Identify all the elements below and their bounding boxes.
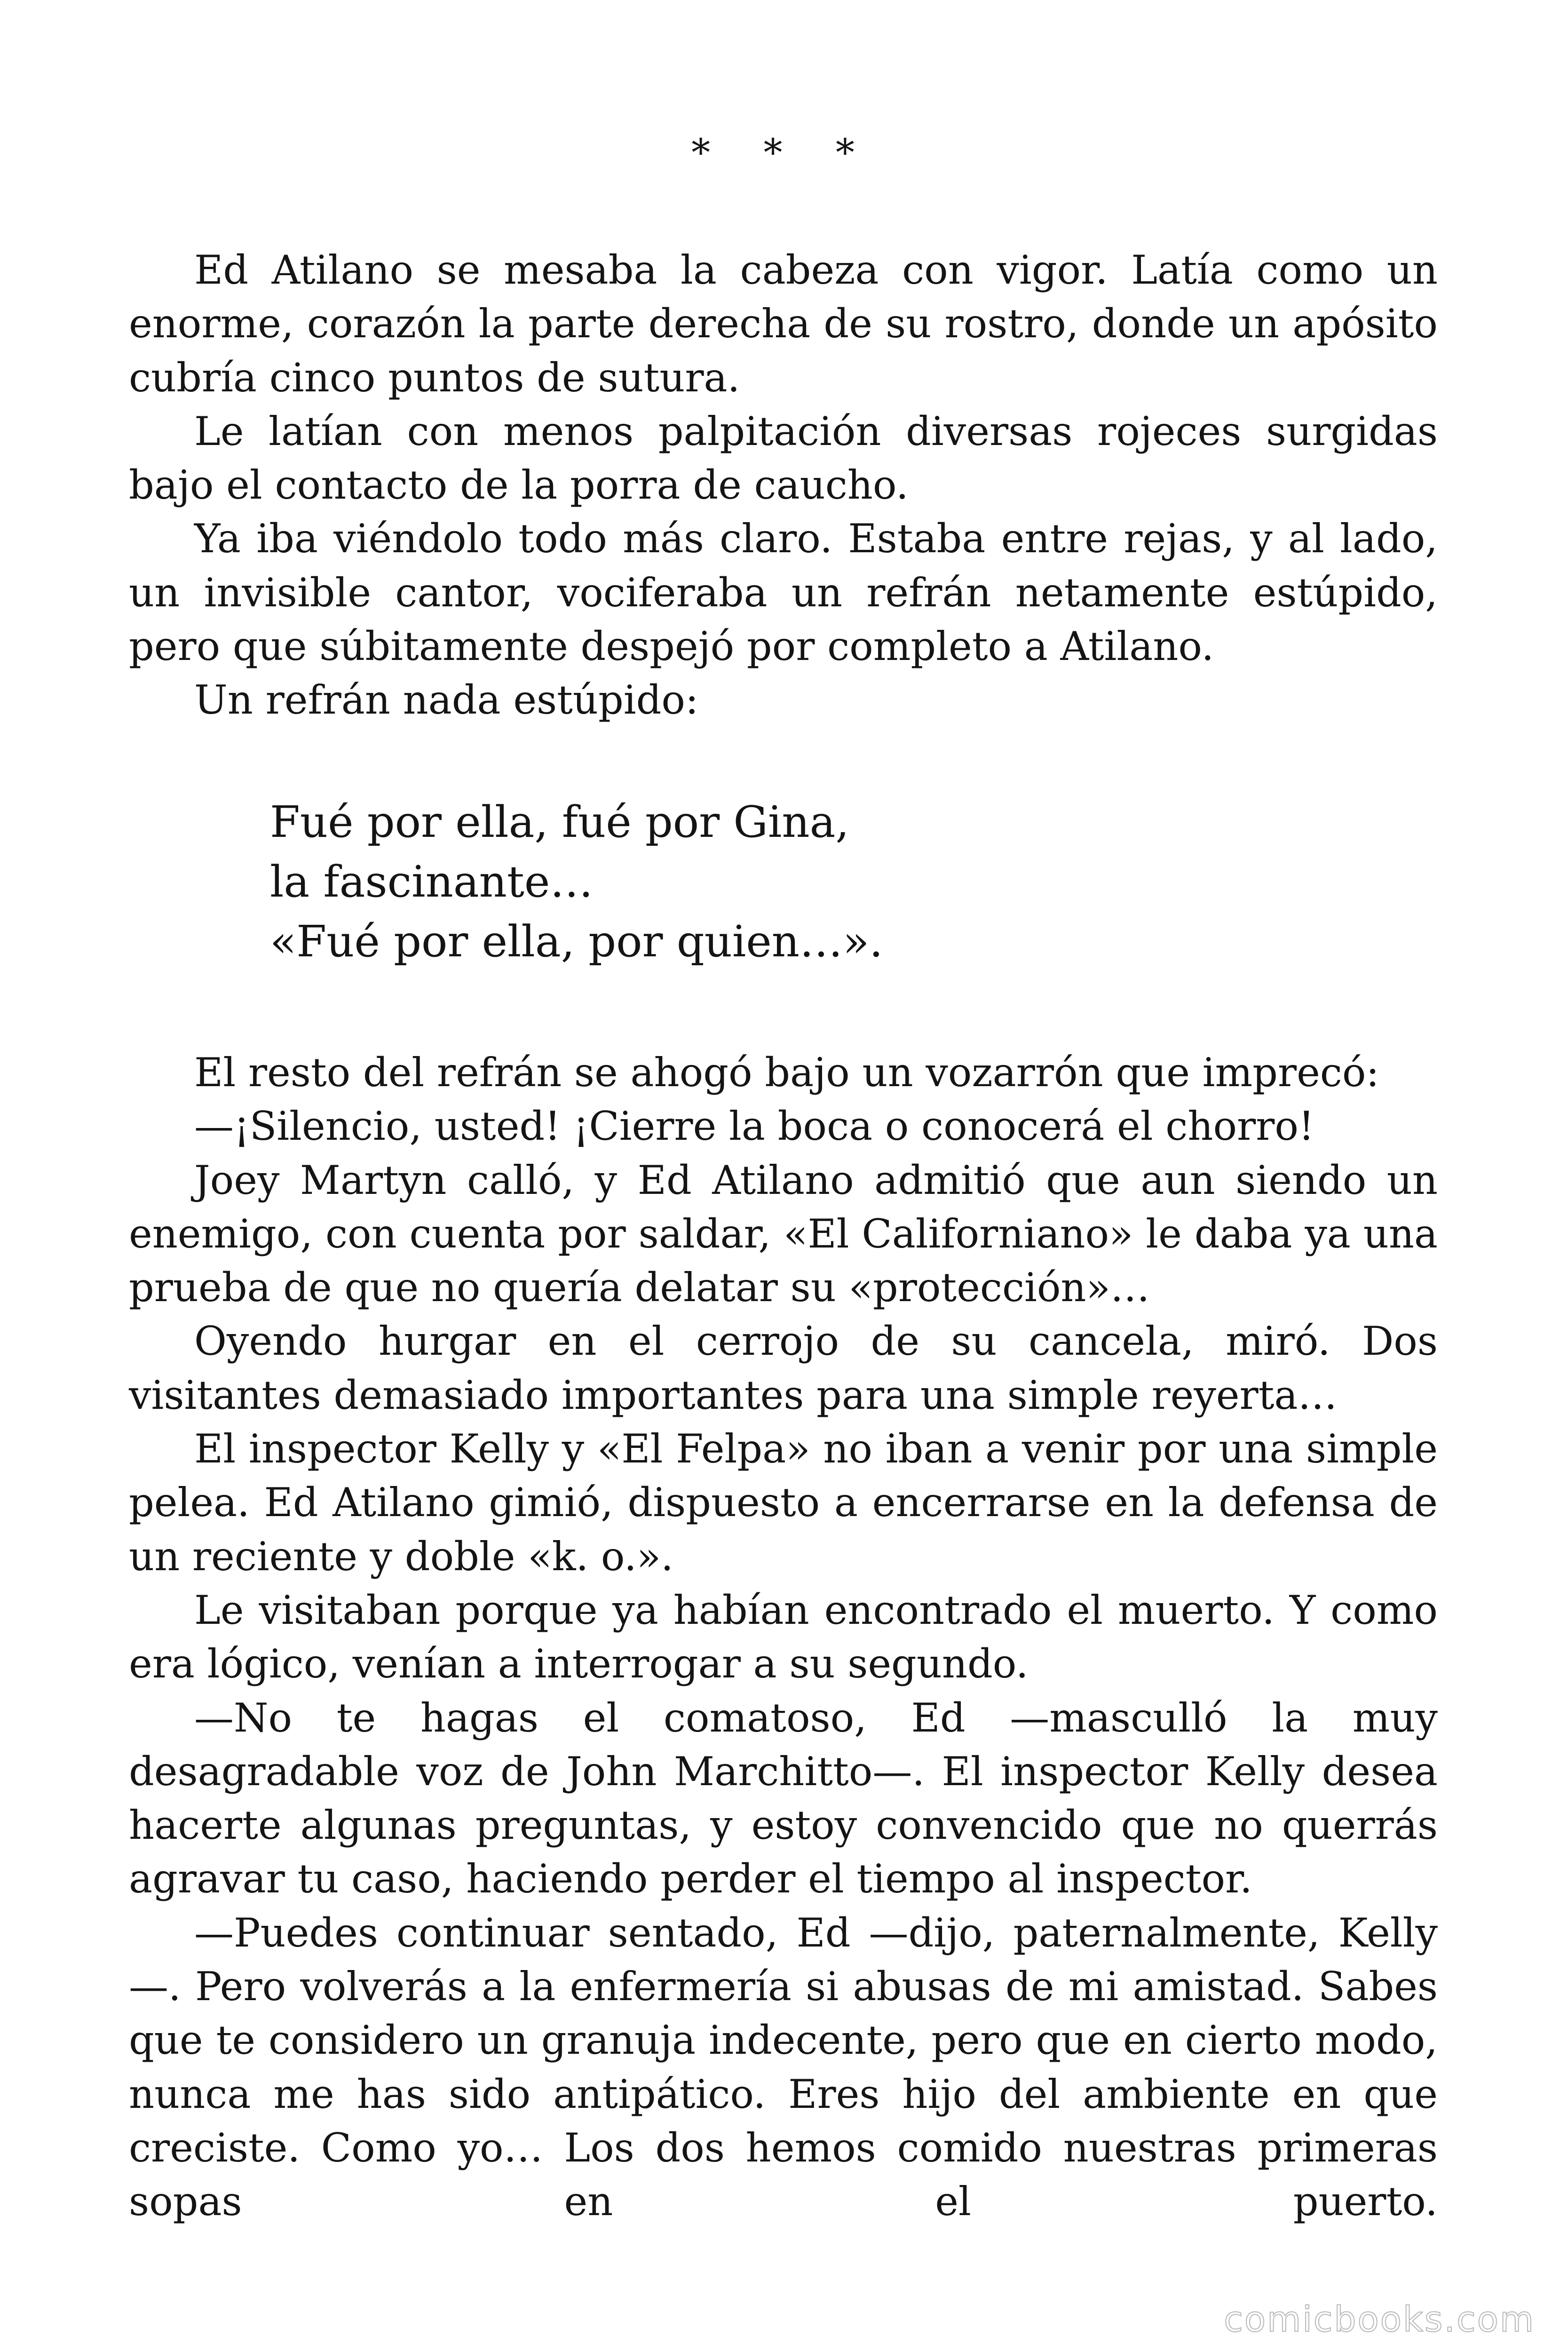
paragraph: Ed Atilano se mesaba la cabeza con vigor. Latía como un enorme, corazón la parte derecha de su rostro, donde un apósito cubría cinco puntos de sutura. — [129, 247, 1438, 401]
paragraph: Ya iba viéndolo todo más claro. Estaba entre rejas, y al lado, un invisible cantor, vociferaba un refrán netamente estúpido, pero que súbitamente despejó por completo a Atilano. — [129, 516, 1438, 670]
paragraph: —Puedes continuar sentado, Ed —dijo, paternalmente, Kelly—. Pero volverás a la enfermería si abusas de mi amistad. Sabes que te considero un granuja indecente, pero que en cierto modo, nunca me has sido antipático. Eres hijo del ambiente en que creciste. Como yo… Los dos hemos comido nuestras primeras sopas en el puerto. — [129, 1909, 1438, 2225]
verse-line: la fascinante… — [270, 857, 594, 907]
text-block-top — [129, 243, 1438, 727]
paragraph: Le latían con menos palpitación diversas rojeces surgidas bajo el contacto de la porra de caucho. — [129, 408, 1438, 509]
paragraph: Oyendo hurgar en el cerrojo de su cancela, miró. Dos visitantes demasiado importantes para una simple reyerta… — [129, 1318, 1438, 1418]
verse-quote — [270, 792, 1352, 971]
paragraph: Le visitaban porque ya habían encontrado el muerto. Y como era lógico, venían a interrogar a su segundo. — [129, 1587, 1438, 1687]
paragraph: Un refrán nada estúpido: — [194, 677, 699, 723]
paragraph: —No te hagas el comatoso, Ed —masculló la muy desagradable voz de John Marchitto—. El inspector Kelly desea hacerte algunas preguntas, y estoy convencido que no querrás agravar tu caso, haciendo perder el tiempo al inspector. — [129, 1694, 1438, 1902]
watermark: comicbooks.com — [1224, 2299, 1535, 2340]
section-separator: * * * — [691, 131, 875, 175]
verse-line: «Fué por ella, por quien…». — [270, 916, 883, 967]
text-block-bottom — [129, 1046, 1438, 2229]
paragraph: Joey Martyn calló, y Ed Atilano admitió que aun siendo un enemigo, con cuenta por saldar, «El Californiano» le daba ya una prueba de que no quería delatar su «protección»… — [129, 1157, 1438, 1311]
verse-line: Fué por ella, fué por Gina, — [270, 797, 849, 847]
paragraph: —¡Silencio, usted! ¡Cierre la boca o conocerá el chorro! — [194, 1103, 1315, 1150]
paragraph: El resto del refrán se ahogó bajo un vozarrón que imprecó: — [194, 1049, 1379, 1096]
paragraph: El inspector Kelly y «El Felpa» no iban a venir por una simple pelea. Ed Atilano gimió, dispuesto a encerrarse en la defensa de un reciente y doble «k. o.». — [129, 1426, 1438, 1580]
